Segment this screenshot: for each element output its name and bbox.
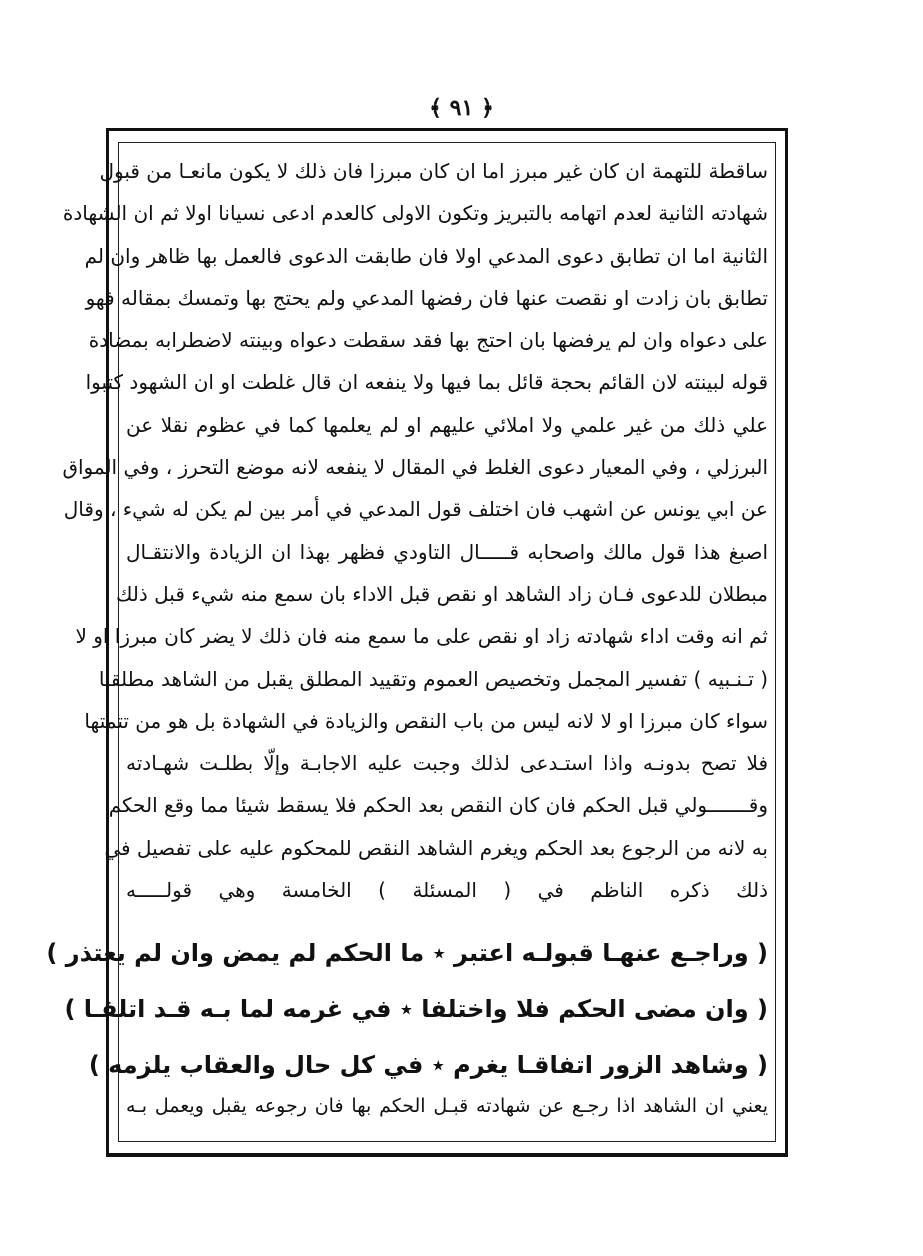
verse-line: ( وراجـع عنهـا قبولـه اعتبر ٭ ما الحكم لم يمض وان لم يعتذر )	[46, 939, 768, 967]
text-line: البرزلي ، وفي المعيار دعوى الغلط في المقال لا ينفعه لانه موضع التحرز ، وفي المواق	[62, 455, 768, 480]
verse-line: ( وشاهد الزور اتفاقـا يغرم ٭ في كل حال والعقاب يلزمه )	[88, 1051, 768, 1079]
text-line: شهادته الثانية لعدم اتهامه بالتبريز وتكون الاولى كالعدم ادعى نسيانا اولا ثم ان الشهادة	[62, 201, 768, 226]
text-line: ( تـنـبيه ) تفسير المجمل وتخصيص العموم وتقييد المطلق يقبل من الشاهد مطلقـا	[98, 666, 768, 691]
text-line: ثم انه وقت اداء شهادته زاد او نقص على ما سمع منه فان ذلك لا يضر كان مبرزا او لا	[75, 624, 768, 649]
verse-line: ( وان مضى الحكم فلا واختلفا ٭ في غرمه لما بـه قـد اتلفـا )	[64, 995, 768, 1023]
text-line: ساقطة للتهمة ان كان غير مبرز اما ان كان مبرزا فان ذلك لا يكون مانعـا من قبول	[99, 159, 768, 183]
text-line: مبطلان للدعوى فـان زاد الشاهد او نقص قبل الاداء بان سمع منه شيء قبل ذلك	[115, 581, 768, 606]
poem-verses	[46, 925, 768, 1093]
page-number: ﴿ ٩١ ﴾	[429, 95, 494, 121]
text-line: به لانه من الرجوع بعد الحكم ويغرم الشاهد النقص للمحكوم عليه على تفصيل في	[104, 835, 768, 860]
text-line: عن ابي يونس عن اشهب فان اختلف قول المدعي في أمر بين لم يكن له شيء ، وقال	[63, 497, 768, 522]
final-text-line: يعني ان الشاهد اذا رجـع عن شهادته قبـل الحكم بها فان رجوعه يقبل ويعمل بـه	[126, 1095, 768, 1117]
text-line: قوله لبينته لان القائم بحجة قائل بما فيها ولا ينفعه ان قال غلطت او ان الشهود كتبوا	[85, 370, 768, 395]
text-line: على دعواه وان لم يرفضها بان احتج بها فقد سقطت دعواه وبينته لاضطرابه بمضادة	[88, 328, 768, 353]
text-line: ذلك ذكره الناظم في ( المسئلة ) الخامسة وهي قولـــــه	[126, 878, 768, 903]
body-text	[62, 150, 768, 911]
text-line: وقـــــــولي قبل الحكم فان كان النقص بعد الحكم فلا يسقط شيئا مما وقع الحكم	[108, 793, 768, 818]
text-line: سواء كان مبرزا او لا لانه ليس من باب النقص والزيادة في الشهادة بل هو من تتمتها	[84, 708, 768, 733]
text-line: تطابق بان زادت او نقصت عنها فان رفضها المدعي ولم يحتج بها وتمسك بمقاله فهو	[85, 285, 768, 310]
text-line: اصبغ هذا قول مالك واصحابه قـــــال التاودي فظهر بهذا ان الزيادة والانتقـال	[126, 539, 768, 564]
text-line: فلا تصح بدونـه واذا استـدعى لذلك وجبت عليه الاجابـة وإلّا بطلـت شهـادته	[126, 751, 768, 776]
text-line: الثانية اما ان تطابق دعوى المدعي اولا فان طابقت الدعوى فالعمل بها ظاهر وان لم	[84, 243, 768, 268]
text-line: علي ذلك من غير علمي ولا املائي عليهم او لم يعلمها كما في عظوم نقلا عن	[126, 412, 768, 437]
